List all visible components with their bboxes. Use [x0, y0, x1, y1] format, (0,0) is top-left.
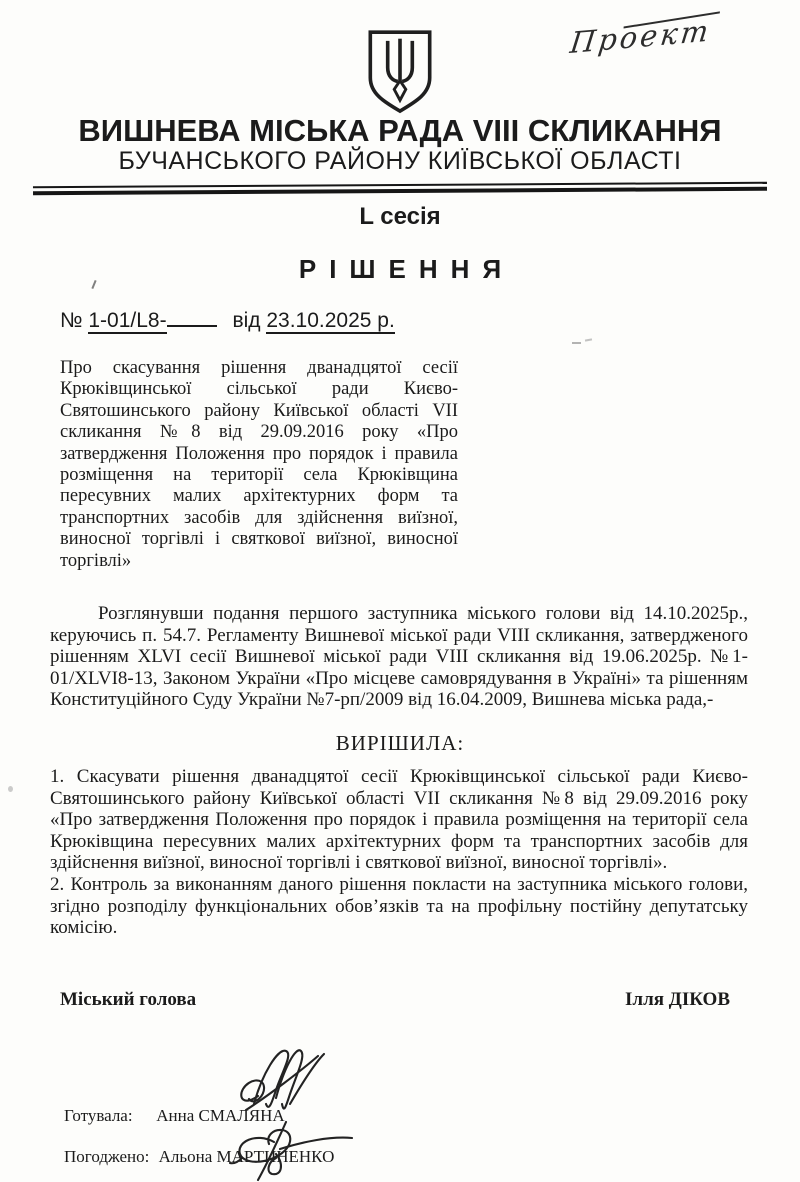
- decision-number: 1-01/L8-: [88, 309, 167, 332]
- document-type-heading: РІШЕННЯ: [298, 254, 515, 284]
- official-signature-row: [60, 988, 730, 1012]
- ukraine-trident-emblem-icon: [361, 30, 439, 114]
- prepared-label: Готувала:: [64, 1105, 133, 1125]
- reference-line: [60, 305, 800, 335]
- resolved-heading: ВИРІШИЛА:: [335, 731, 465, 756]
- number-blank-underline: [167, 305, 217, 327]
- agreed-signature-scribble: [228, 1116, 358, 1182]
- agreed-by-row: [64, 1146, 800, 1168]
- council-title: ВИШНЕВА МІСЬКА РАДА VIII СКЛИКАННЯ: [78, 113, 722, 148]
- district-subtitle: БУЧАНСЬКОГО РАЙОНУ КИЇВСЬКОЇ ОБЛАСТІ: [118, 147, 682, 175]
- prepared-name: Анна СМАЛЯНА: [156, 1105, 285, 1125]
- header-divider: [33, 182, 767, 195]
- handwritten-project-annotation: Проект: [568, 10, 752, 60]
- scan-artifact-dot: [8, 786, 13, 792]
- subject-paragraph: Про скасування рішення дванадцятої сесії Крюківщинської сільської ради Києво-Святошинського району Київської області VII скликання №8 від 29.09.2016 року «Про затвердження Положення про порядок і правила розміщення на території села Крюківщина пересувних малих архітектурних форм та транспортних засобів для здійснення виїзної, виносної торгівлі і святкової виїзної, виносної торгівлі»: [60, 358, 458, 571]
- session-title: L сесія: [359, 203, 441, 230]
- resolution-items: [50, 766, 748, 939]
- prepared-by-row: [64, 1105, 800, 1127]
- agreed-label: Погоджено:: [64, 1146, 150, 1166]
- agreed-name: Альона МАРТИНЕНКО: [158, 1146, 335, 1166]
- date-label: від: [232, 309, 261, 332]
- preamble-paragraph: Розглянувши подання першого заступника міського голови від 14.10.2025р., керуючись п. 54.7. Регламенту Вишневої міської ради VIII скликання, затвердженого рішенням XLVI сесії Вишневої міської ради VIII скликання від 19.06.2025р. №1-01/XLVI8-13, Законом України «Про місцеве самоврядування в Україні» та рішенням Конституційного Суду України №7-рп/2009 від 16.04.2009, Вишнева міська рада,-: [50, 603, 748, 711]
- decision-date: 23.10.2025 р.: [266, 309, 395, 332]
- official-name: Ілля ДІКОВ: [625, 988, 730, 1010]
- official-position: Міський голова: [60, 988, 197, 1010]
- scan-artifact-dash: [572, 342, 581, 344]
- scan-artifact-dash: [585, 338, 592, 341]
- resolution-item-1: 1. Скасувати рішення дванадцятої сесії Крюківщинської сільської ради Києво-Святошинського району Київської області VII скликання №8 від 29.09.2016 року «Про затвердження Положення про порядок і правила розміщення на території села Крюківщина пересувних малих архітектурних форм та транспортних засобів для здійснення виїзної, виносної торгівлі і святкової виїзної, виносної торгівлі».: [50, 766, 748, 874]
- resolution-item-2: 2. Контроль за виконанням даного рішення покласти на заступника міського голови, згідно розподілу функціональних обов’язків та на профільну постійну депутатську комісію.: [50, 874, 748, 939]
- number-sign-label: №: [60, 309, 83, 332]
